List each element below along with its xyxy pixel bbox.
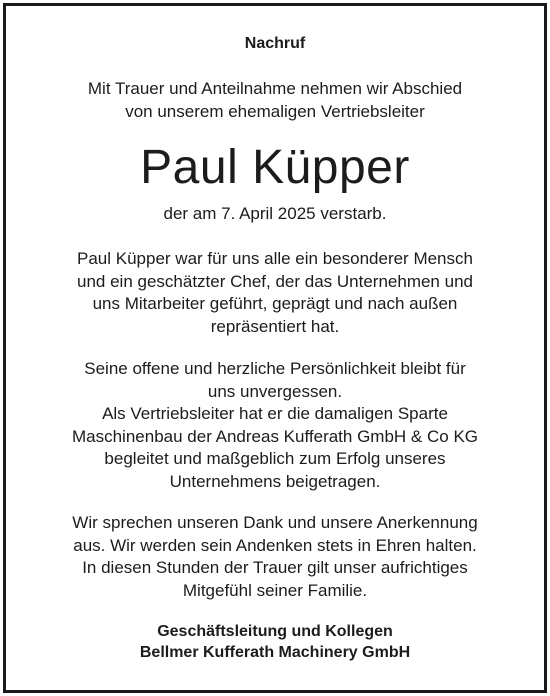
intro-text: Mit Trauer und Anteilnahme nehmen wir Abschied von unserem ehemaligen Vertriebsleiter [87, 79, 463, 121]
tribute-paragraph-2: Seine offene und herzliche Persönlichkeit bleibt für uns unvergessen. Als Vertriebsleiter hat er die damaligen Sparte Maschinenbau der Andreas Kufferath GmbH & Co KG begleitet und maßgeblich zum Erfolg unseres Unternehmens beigetragen. [71, 359, 479, 491]
tribute-paragraph-1: Paul Küpper war für uns alle ein besonderer Mensch und ein geschätzter Chef, der das Unternehmen und uns Mitarbeiter geführt, geprägt und nach außen repräsentiert hat. [77, 249, 473, 336]
death-date-line: der am 7. April 2025 verstarb. [163, 204, 387, 223]
obituary-heading: Nachruf [244, 35, 306, 52]
signature-block: Geschäftsleitung und Kollegen Bellmer Kufferath Machinery GmbH [139, 623, 411, 661]
tribute-paragraph-3: Wir sprechen unseren Dank und unsere Anerkennung aus. Wir werden sein Andenken stets in Ehren halten. In diesen Stunden der Trauer gilt unser aufrichtiges Mitgefühl seiner Familie. [72, 513, 478, 600]
deceased-name: Paul Küpper [140, 141, 410, 194]
